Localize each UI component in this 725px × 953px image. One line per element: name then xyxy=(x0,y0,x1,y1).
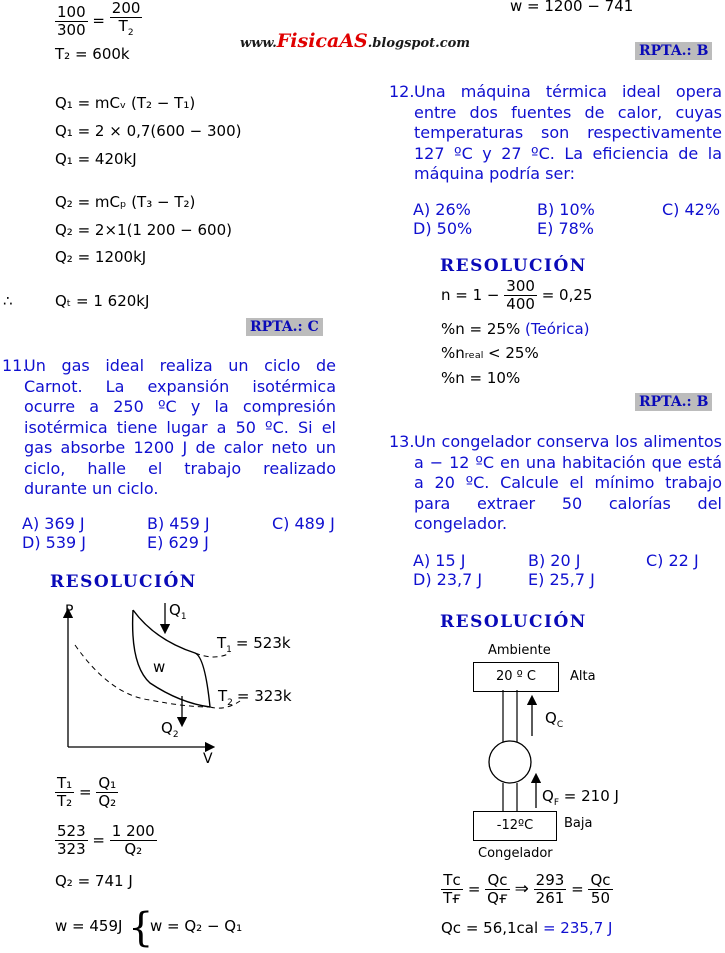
q2-substitution: Q₂ = 2×1(1 200 − 600) xyxy=(55,221,232,239)
carnot-pv-diagram xyxy=(55,595,315,765)
logo-blogspot: .blogspot.com xyxy=(367,36,471,51)
problem-number: 13. xyxy=(389,432,415,451)
cycle-right xyxy=(133,610,210,707)
option-d: D) 539 J xyxy=(22,533,86,552)
qc-joules: = 235,7 J xyxy=(542,919,613,937)
frac-num: 293 xyxy=(535,871,565,889)
machine-circle xyxy=(489,741,531,783)
p-label: P xyxy=(65,603,74,619)
rpta-badge: RPTA.: B xyxy=(635,393,712,411)
q1-label: $Q_1$ xyxy=(169,601,187,622)
option-b: B) 459 J xyxy=(147,514,210,533)
frac-den: $T_2$ xyxy=(118,17,134,38)
frac-den: 300 xyxy=(57,20,86,39)
baja-label: Baja xyxy=(564,816,593,831)
eff-right: = 0,25 xyxy=(541,286,593,304)
alta-label: Alta xyxy=(570,669,596,684)
qf-label: $Q_F = 210$ J xyxy=(542,787,619,808)
frac-num: 100 xyxy=(57,2,86,21)
frac-num: 523 xyxy=(57,822,86,840)
pct-n-10: %n = 10% xyxy=(441,369,521,387)
option-c: C) 22 J xyxy=(646,551,699,570)
option-e: E) 25,7 J xyxy=(528,570,595,589)
qc-label: $Q_C$ xyxy=(545,709,564,730)
frac-den: Tғ xyxy=(443,889,462,907)
brace-symbol: { xyxy=(128,905,154,951)
q1-result: Q₁ = 420kJ xyxy=(55,150,137,168)
resolucion-heading: RESOLUCIÓN xyxy=(440,256,587,276)
w-label: w xyxy=(153,658,166,676)
w-subtraction: w = 1200 − 741 xyxy=(510,0,634,15)
adiabat-dashed xyxy=(75,645,210,707)
option-d: D) 50% xyxy=(413,219,473,238)
q1-formula: Q₁ = mCᵥ (T₂ − T₁) xyxy=(55,94,196,112)
t1-label: $T_1 = 523k$ xyxy=(217,634,291,655)
frac-den: Q₂ xyxy=(98,792,117,810)
q2-result: Q₂ = 1200kJ xyxy=(55,248,147,266)
rpta-badge: RPTA.: C xyxy=(246,318,323,336)
frac-den: Q₂ xyxy=(124,840,143,858)
qt-result: Qₜ = 1 620kJ xyxy=(55,292,150,310)
frac-num: Q₁ xyxy=(98,774,117,792)
teorica-label: (Teórica) xyxy=(525,320,590,338)
frac-num: T₁ xyxy=(57,774,73,792)
therefore-symbol: ∴ xyxy=(3,292,13,310)
resolucion-heading: RESOLUCIÓN xyxy=(50,572,197,592)
pct-n-real: %nᵣₑₐₗ < 25% xyxy=(441,344,539,362)
option-a: A) 15 J xyxy=(413,551,466,570)
option-c: C) 42% xyxy=(662,200,721,219)
option-b: B) 10% xyxy=(537,200,595,219)
w-result: w = 459J xyxy=(55,917,123,935)
problem-13-text: Un congelador conserva los alimentos a − 12 ºC en una habitación que está a 20 ºC. Calcule el mínimo trabajo para extraer 50 calorías del congelador. xyxy=(414,432,722,533)
option-d: D) 23,7 J xyxy=(413,570,483,589)
congelador-label: Congelador xyxy=(478,846,553,861)
t2-label: $T_2 = 323k$ xyxy=(218,687,292,708)
v-label: V xyxy=(203,751,213,765)
ambiente-label: Ambiente xyxy=(488,643,551,658)
option-e: E) 78% xyxy=(537,219,594,238)
problem-11-text: Un gas ideal realiza un ciclo de Carnot. La expansión isotérmica ocurre a 250 ºC y la compresión isotérmica tiene lugar a 50 ºC. Si el gas absorbe 1200 J de calor neto un ciclo, halle el trabajo realizado durante un ciclo. xyxy=(24,356,336,498)
t2-ratio-equation: $\frac{100}{300}$ = $\frac{200}{T_2}$ xyxy=(55,0,142,42)
site-logo xyxy=(240,30,470,52)
problem-number: 11. xyxy=(2,356,28,375)
frac-den: Qғ xyxy=(487,889,508,907)
rpta-badge: RPTA.: B xyxy=(635,42,712,60)
frac-den: 261 xyxy=(535,889,565,907)
isotherm-t1-dashed xyxy=(195,653,230,657)
pct-n-25: %n = 25% (Teórica) xyxy=(441,320,590,338)
q2-label: $Q_2$ xyxy=(161,719,179,740)
resolucion-heading: RESOLUCIÓN xyxy=(440,612,587,632)
implies-arrow: ⇒ xyxy=(514,879,529,899)
cycle-left xyxy=(133,610,210,707)
fridge-ratio-equation: $\frac{\text{Tᴄ}}{Tғ}$ = $\frac{\text{Qᴄ}}{Qғ}$ ⇒ $\frac{293}{261}$ = $\frac{\text{Qᴄ}}{50}$ xyxy=(443,871,611,907)
eff-left: n = 1 − xyxy=(441,286,500,304)
frac-den: 50 xyxy=(590,889,611,907)
logo-as: AS xyxy=(339,30,368,52)
t2-result: T₂ = 600k xyxy=(55,45,130,63)
option-a: A) 369 J xyxy=(22,514,85,533)
logo-www: www. xyxy=(240,36,277,51)
cold-reservoir-box: -12ºC xyxy=(473,811,557,841)
frac-num: 300 xyxy=(506,277,535,295)
problem-number: 12. xyxy=(389,82,415,101)
frac-num: 1 200 xyxy=(111,822,155,840)
frac-num: Qᴄ xyxy=(485,872,510,890)
option-c: C) 489 J xyxy=(272,514,335,533)
frac-num: Tᴄ xyxy=(441,872,463,890)
option-b: B) 20 J xyxy=(528,551,581,570)
logo-fisica: Fisica xyxy=(276,30,340,52)
q1-substitution: Q₁ = 2 × 0,7(600 − 300) xyxy=(55,122,242,140)
q2-formula: Q₂ = mCₚ (T₃ − T₂) xyxy=(55,193,196,211)
qc-cal: Qᴄ = 56,1cal xyxy=(441,919,539,937)
option-a: A) 26% xyxy=(413,200,471,219)
qc-result xyxy=(441,919,612,937)
frac-den: 323 xyxy=(57,840,86,858)
q2-741: Q₂ = 741 J xyxy=(55,872,133,890)
option-e: E) 629 J xyxy=(147,533,209,552)
ratio-equation: $\frac{\text{T₁}}{\text{T₂}}$ = $\frac{\text{Q₁}}{\text{Q₂}}$ xyxy=(57,774,117,810)
efficiency-equation xyxy=(441,278,592,313)
problem-12-text: Una máquina térmica ideal opera entre dos fuentes de calor, cuyas temperaturas son respectivamente 127 ºC y 27 ºC. La eficiencia de la máquina podría ser: xyxy=(414,82,722,183)
ratio-substitution: $\frac{523}{323}$ = $\frac{1 200}{\text{Q₂}}$ xyxy=(57,822,155,858)
hot-reservoir-box: 20 º C xyxy=(473,662,559,692)
frac-num: Qᴄ xyxy=(590,871,611,889)
frac-num: 200 xyxy=(111,0,141,17)
frac-den: T₂ xyxy=(57,792,73,810)
frac-den: 400 xyxy=(506,295,535,313)
w-formula: w = Q₂ − Q₁ xyxy=(150,917,243,935)
